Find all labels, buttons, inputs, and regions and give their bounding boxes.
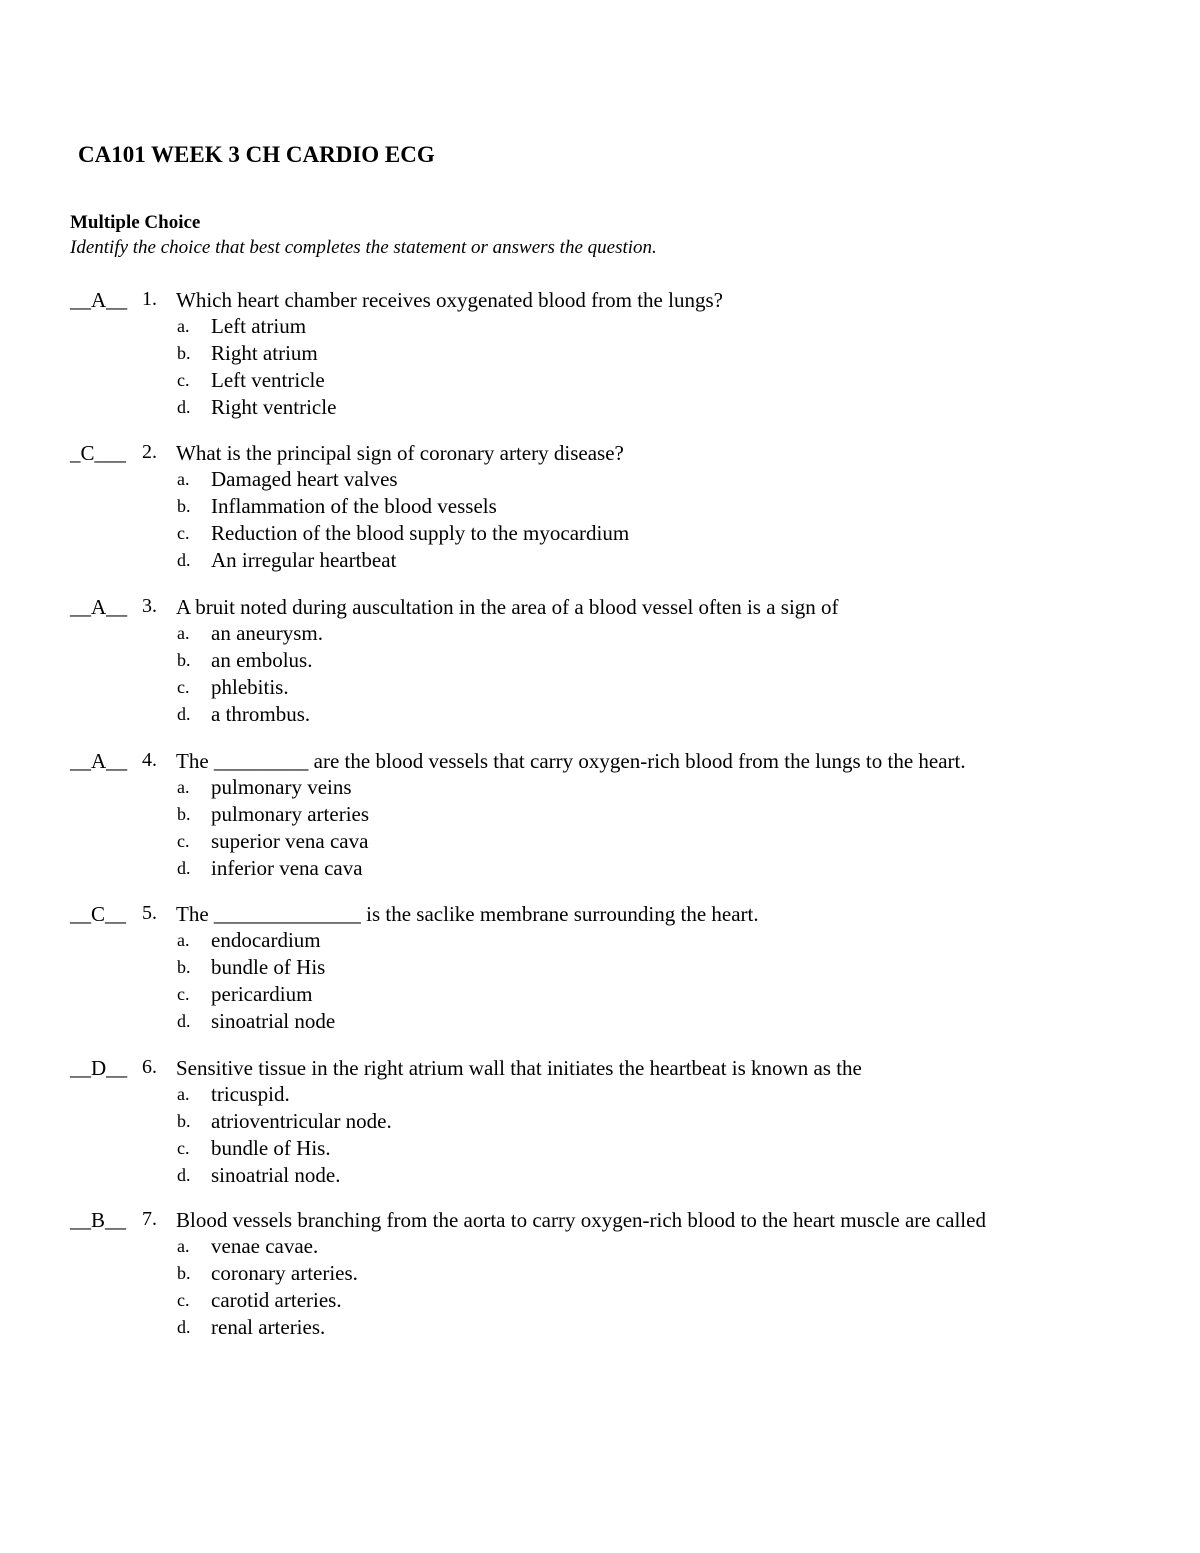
option-text: an aneurysm. [211, 621, 323, 645]
question-stem: The _________ are the blood vessels that carry oxygen-rich blood from the lungs to the heart. [176, 749, 966, 773]
option-letter: b. [177, 650, 191, 670]
question-number: 7. [142, 1208, 157, 1230]
option-text: renal arteries. [211, 1315, 326, 1339]
option-letter: b. [177, 957, 191, 977]
option-letter: b. [177, 343, 191, 363]
question-4 [0, 749, 1200, 889]
question-number: 4. [142, 749, 157, 771]
option-letter: c. [177, 1290, 190, 1310]
option-d [0, 550, 1200, 576]
option-letter: d. [177, 550, 191, 570]
option-c [0, 1138, 1200, 1164]
option-a [0, 623, 1200, 649]
question-stem: Which heart chamber receives oxygenated blood from the lungs? [176, 288, 723, 312]
option-letter: a. [177, 777, 190, 797]
option-text: endocardium [211, 928, 321, 952]
question-stem: What is the principal sign of coronary artery disease? [176, 441, 624, 465]
option-d [0, 858, 1200, 884]
option-b [0, 650, 1200, 676]
option-c [0, 984, 1200, 1010]
answer-blank: _C___ [70, 441, 127, 465]
question-stem: A bruit noted during auscultation in the area of a blood vessel often is a sign of [176, 595, 839, 619]
option-letter: c. [177, 831, 190, 851]
option-letter: c. [177, 523, 190, 543]
option-text: inferior vena cava [211, 856, 363, 880]
option-text: Damaged heart valves [211, 467, 398, 491]
option-text: Reduction of the blood supply to the myocardium [211, 521, 630, 545]
question-3 [0, 595, 1200, 735]
answer-blank: __D__ [70, 1056, 128, 1080]
option-letter: d. [177, 397, 191, 417]
option-a [0, 777, 1200, 803]
option-letter: c. [177, 370, 190, 390]
option-c [0, 1290, 1200, 1316]
question-number: 1. [142, 288, 157, 310]
option-d [0, 397, 1200, 423]
option-text: Right ventricle [211, 395, 337, 419]
option-text: pulmonary arteries [211, 802, 370, 826]
option-text: sinoatrial node. [211, 1163, 341, 1187]
answer-blank: __A__ [70, 288, 128, 312]
question-1 [0, 288, 1200, 428]
option-letter: d. [177, 704, 191, 724]
option-a [0, 469, 1200, 495]
option-c [0, 370, 1200, 396]
option-text: a thrombus. [211, 702, 311, 726]
option-d [0, 1317, 1200, 1343]
option-text: superior vena cava [211, 829, 369, 853]
option-text: coronary arteries. [211, 1261, 358, 1285]
question-number: 6. [142, 1056, 157, 1078]
option-letter: d. [177, 1011, 191, 1031]
option-a [0, 930, 1200, 956]
question-stem: The ______________ is the saclike membrane surrounding the heart. [176, 902, 759, 926]
option-letter: d. [177, 1165, 191, 1185]
answer-blank: __A__ [70, 595, 128, 619]
option-c [0, 523, 1200, 549]
option-text: an embolus. [211, 648, 313, 672]
option-letter: a. [177, 1236, 190, 1256]
option-d [0, 704, 1200, 730]
option-d [0, 1011, 1200, 1037]
option-c [0, 831, 1200, 857]
document-title: CA101 WEEK 3 CH CARDIO ECG [78, 142, 435, 167]
option-letter: c. [177, 1138, 190, 1158]
option-letter: d. [177, 1317, 191, 1337]
option-text: Inflammation of the blood vessels [211, 494, 497, 518]
option-text: Left ventricle [211, 368, 325, 392]
question-7 [0, 1208, 1200, 1348]
option-text: phlebitis. [211, 675, 289, 699]
option-b [0, 957, 1200, 983]
option-c [0, 677, 1200, 703]
option-letter: b. [177, 1263, 191, 1283]
option-a [0, 1084, 1200, 1110]
option-letter: b. [177, 496, 191, 516]
question-number: 2. [142, 441, 157, 463]
option-text: bundle of His. [211, 1136, 331, 1160]
option-text: carotid arteries. [211, 1288, 342, 1312]
question-stem: Sensitive tissue in the right atrium wall that initiates the heartbeat is known as the [176, 1056, 862, 1080]
option-text: pulmonary veins [211, 775, 352, 799]
question-2 [0, 441, 1200, 581]
option-text: sinoatrial node [211, 1009, 336, 1033]
option-letter: c. [177, 984, 190, 1004]
question-number: 5. [142, 902, 157, 924]
section-heading: Multiple Choice [70, 212, 201, 233]
question-5 [0, 902, 1200, 1042]
question-number: 3. [142, 595, 157, 617]
option-letter: a. [177, 930, 190, 950]
option-text: pericardium [211, 982, 313, 1006]
answer-blank: __B__ [70, 1208, 127, 1232]
option-b [0, 1111, 1200, 1137]
option-letter: c. [177, 677, 190, 697]
option-text: venae cavae. [211, 1234, 319, 1258]
option-letter: a. [177, 316, 190, 336]
option-b [0, 343, 1200, 369]
option-text: Left atrium [211, 314, 307, 338]
option-letter: a. [177, 469, 190, 489]
option-d [0, 1165, 1200, 1191]
option-letter: b. [177, 804, 191, 824]
option-letter: a. [177, 623, 190, 643]
option-letter: d. [177, 858, 191, 878]
option-a [0, 316, 1200, 342]
question-6 [0, 1056, 1200, 1196]
option-b [0, 804, 1200, 830]
option-text: tricuspid. [211, 1082, 290, 1106]
option-text: Right atrium [211, 341, 318, 365]
option-text: bundle of His [211, 955, 326, 979]
instructions-text: Identify the choice that best completes the statement or answers the question. [70, 237, 657, 258]
option-a [0, 1236, 1200, 1262]
question-stem: Blood vessels branching from the aorta to carry oxygen-rich blood to the heart muscle are called [176, 1208, 986, 1232]
answer-blank: __C__ [70, 902, 127, 926]
option-b [0, 1263, 1200, 1289]
option-letter: b. [177, 1111, 191, 1131]
option-text: atrioventricular node. [211, 1109, 392, 1133]
answer-blank: __A__ [70, 749, 128, 773]
option-letter: a. [177, 1084, 190, 1104]
option-b [0, 496, 1200, 522]
option-text: An irregular heartbeat [211, 548, 397, 572]
